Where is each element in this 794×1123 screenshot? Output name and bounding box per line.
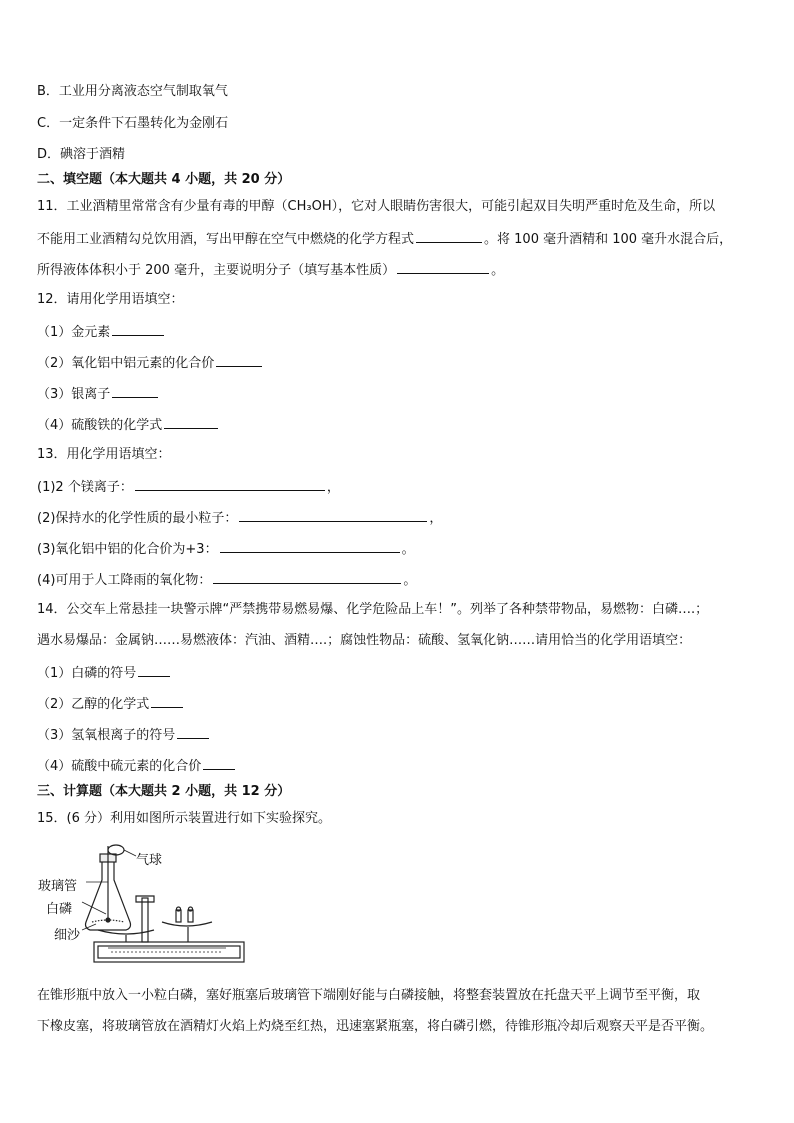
q13-item-text: (4)可用于人工降雨的氧化物： xyxy=(37,573,212,588)
answer-blank xyxy=(135,477,325,491)
q11-line3 xyxy=(37,260,504,280)
balance-pillar xyxy=(142,898,148,942)
answer-blank xyxy=(138,663,170,677)
q13-item xyxy=(37,508,442,528)
q14-item xyxy=(37,694,185,714)
q14-item-text: （4）硫酸中硫元素的化合价 xyxy=(37,759,202,774)
apparatus-figure xyxy=(36,842,246,974)
option-d: D．碘溶于酒精 xyxy=(37,147,126,162)
answer-blank xyxy=(239,508,427,522)
q13-item-end: 。 xyxy=(403,573,417,588)
answer-blank xyxy=(151,694,183,708)
q11-line2-tail: 。将 100 毫升酒精和 100 毫升水混合后， xyxy=(484,232,733,247)
q14-item xyxy=(37,725,211,745)
right-pan xyxy=(162,922,212,926)
q12-item-text: （3）银离子 xyxy=(37,387,111,402)
q14-item xyxy=(37,663,172,683)
q13-item-end: 。 xyxy=(401,542,415,557)
q13-item-end: ， xyxy=(326,480,340,495)
q13-item-text: (2)保持水的化学性质的最小粒子： xyxy=(37,511,238,526)
answer-blank xyxy=(164,415,218,429)
q12-item xyxy=(37,415,220,435)
q13-item-text: (3)氧化铝中铝的化合价为+3： xyxy=(37,542,218,557)
q11-line2-text: 不能用工业酒精勾兑饮用酒，写出甲醇在空气中燃烧的化学方程式 xyxy=(37,232,415,247)
answer-blank xyxy=(416,229,482,243)
q13-item xyxy=(37,477,340,497)
q15-stem: 15．(6 分）利用如图所示装置进行如下实验探究。 xyxy=(37,811,332,826)
q13-item-end: ， xyxy=(429,511,443,526)
q12-item xyxy=(37,353,264,373)
q12-item-text: （2）氧化铝中铝元素的化合价 xyxy=(37,356,215,371)
weight xyxy=(188,910,193,922)
answer-blank xyxy=(397,260,489,274)
q14-item xyxy=(37,756,237,776)
q11-line3-text: 所得液体体积小于 200 毫升，主要说明分子（填写基本性质） xyxy=(37,263,396,278)
answer-blank xyxy=(213,570,401,584)
q14-item-text: （2）乙醇的化学式 xyxy=(37,697,150,712)
q12-item-text: （4）硫酸铁的化学式 xyxy=(37,418,163,433)
answer-blank xyxy=(220,539,400,553)
answer-blank xyxy=(203,756,235,770)
option-b: B．工业用分离液态空气制取氧气 xyxy=(37,84,228,99)
answer-blank xyxy=(177,725,209,739)
white-phosphorus xyxy=(106,918,110,922)
weight xyxy=(176,910,181,922)
q13-item xyxy=(37,570,416,590)
q13-item-text: (1)2 个镁离子： xyxy=(37,480,133,495)
q12-item-text: （1）金元素 xyxy=(37,325,111,340)
answer-blank xyxy=(112,384,158,398)
q12-stem: 12．请用化学用语填空： xyxy=(37,292,184,307)
q12-item xyxy=(37,384,160,404)
white-phosphorus-label: 白磷 xyxy=(46,902,73,917)
q14-line1: 14．公交车上常悬挂一块警示牌“严禁携带易燃易爆、化学危险品上车！”。列举了各种禁带物品，易燃物：白磷….； xyxy=(37,602,709,617)
q13-stem: 13．用化学用语填空： xyxy=(37,447,171,462)
option-c: C．一定条件下石墨转化为金刚石 xyxy=(37,116,229,131)
q12-item xyxy=(37,322,166,342)
q13-item xyxy=(37,539,415,559)
answer-blank xyxy=(112,322,164,336)
section2-heading: 二、填空题（本大题共 4 小题，共 20 分） xyxy=(37,172,291,187)
q14-line2: 遇水易爆品：金属钠……易燃液体：汽油、酒精….；腐蚀性物品：硫酸、氢氧化钠……请用恰当的化学用语填空： xyxy=(37,633,692,648)
q11-line2 xyxy=(37,229,732,249)
sand-label: 细沙 xyxy=(54,928,81,943)
q14-item-text: （3）氢氧根离子的符号 xyxy=(37,728,176,743)
glass-tube-label: 玻璃管 xyxy=(38,879,78,894)
q15-para-line2: 下橡皮塞，将玻璃管放在酒精灯火焰上灼烧至红热，迅速塞紧瓶塞，将白磷引燃，待锥形瓶冷却后观察天平是否平衡。 xyxy=(37,1019,714,1034)
q11-line3-tail: 。 xyxy=(491,263,505,278)
balloon-label: 气球 xyxy=(136,853,163,868)
q11-line1: 11．工业酒精里常常含有少量有毒的甲醇（CH₃OH），它对人眼睛伤害很大，可能引起双目失明严重时危及生命，所以 xyxy=(37,199,716,214)
answer-blank xyxy=(216,353,262,367)
q15-para-line1: 在锥形瓶中放入一小粒白磷，塞好瓶塞后玻璃管下端刚好能与白磷接触，将整套装置放在托盘天平上调节至平衡，取 xyxy=(37,988,701,1003)
q14-item-text: （1）白磷的符号 xyxy=(37,666,137,681)
section3-heading: 三、计算题（本大题共 2 小题，共 12 分） xyxy=(37,784,291,799)
